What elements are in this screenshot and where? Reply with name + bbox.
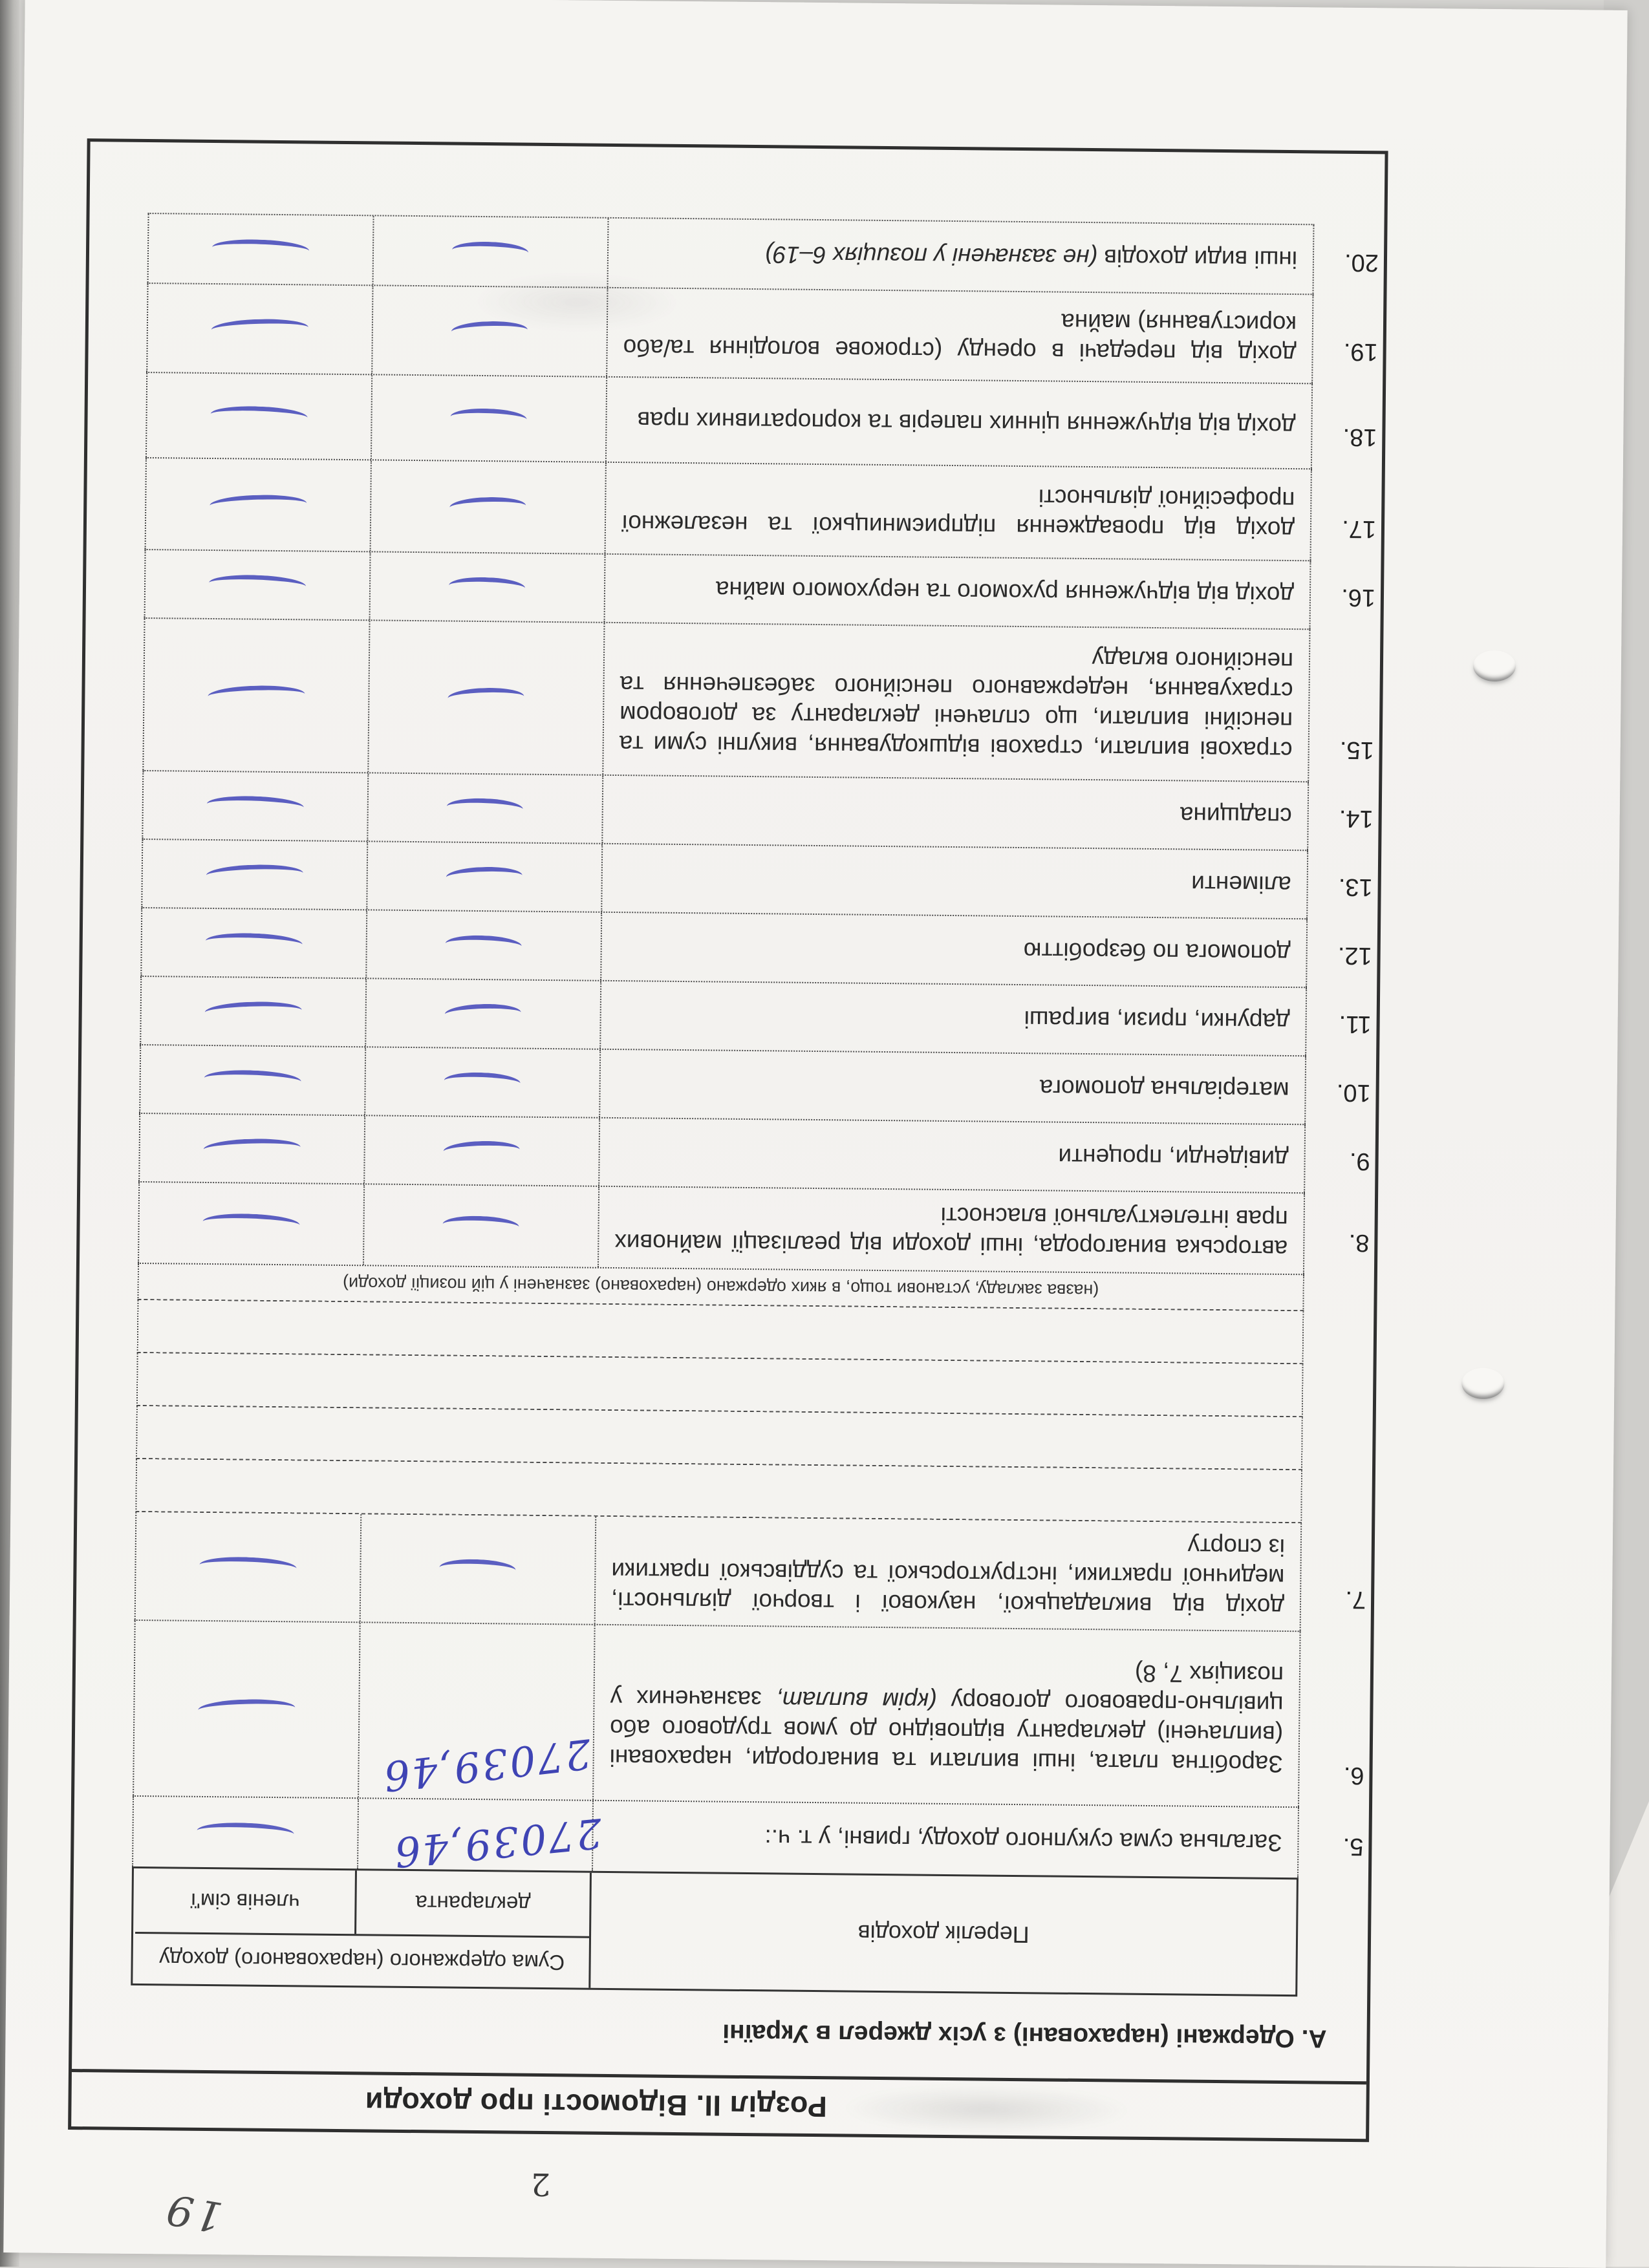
income-label: дохід від провадження підприємницької та незалежної професійної діяльності xyxy=(621,484,1295,544)
row-number: 9. xyxy=(1349,1147,1370,1175)
table-row xyxy=(140,977,1372,1056)
income-description-cell xyxy=(605,378,1313,468)
handwritten-dash xyxy=(451,321,528,341)
handwritten-dash xyxy=(204,1001,302,1022)
handwritten-dash xyxy=(208,685,305,706)
declarant-amount-cell xyxy=(358,1623,594,1799)
punch-hole xyxy=(1473,650,1516,682)
income-label: інші види доходів (не зазначені у позиціях 6–19) xyxy=(764,241,1298,273)
handwritten-dash xyxy=(203,1138,301,1159)
table-header xyxy=(131,1867,1299,1996)
declarant-amount-cell xyxy=(366,842,601,911)
declarant-amount-cell xyxy=(364,1047,599,1117)
table-row xyxy=(144,550,1376,630)
handwritten-dash xyxy=(449,576,526,597)
table-row xyxy=(145,458,1377,561)
row-number: 15. xyxy=(1339,736,1374,764)
income-description-cell xyxy=(600,913,1308,987)
family-amount-cell xyxy=(140,908,366,978)
table-row xyxy=(141,840,1373,919)
family-amount-cell xyxy=(133,1621,360,1797)
income-label: дивіденди, проценти xyxy=(1058,1143,1289,1173)
institution-blank-line xyxy=(137,1300,1304,1364)
family-amount-cell xyxy=(135,1512,361,1621)
handwritten-dash xyxy=(202,1212,300,1235)
income-label: авторська винагорода, інші доходи від реалізації майнових прав інтелектуальної власності xyxy=(614,1202,1288,1263)
income-description-cell xyxy=(592,1625,1301,1806)
income-description-cell xyxy=(599,1050,1306,1124)
income-label: аліменти xyxy=(1191,870,1291,899)
family-amount-cell xyxy=(144,550,370,619)
handwritten-dash xyxy=(444,1071,521,1093)
row-number: 7. xyxy=(1345,1585,1366,1614)
handwritten-dash xyxy=(199,1556,297,1578)
family-amount-cell xyxy=(145,458,371,551)
declarant-amount-cell xyxy=(367,621,603,774)
income-description-cell xyxy=(604,555,1311,628)
income-label: Заробітна плата, інші виплати та винагороди, нараховані (виплачені) декларанту відповідно до умов трудового або цивільно-правового договору (крім виплат, зазначених у позиціях 7, 8) xyxy=(609,1660,1284,1777)
handwritten-dash xyxy=(206,795,304,817)
row-number: 6. xyxy=(1343,1761,1364,1790)
table-row xyxy=(138,1114,1370,1193)
institution-blank-line xyxy=(136,1406,1303,1470)
handwritten-dash xyxy=(443,1215,520,1236)
table-row xyxy=(139,1045,1371,1125)
row-number: 13. xyxy=(1338,873,1373,901)
income-table xyxy=(131,213,1379,1996)
subsection-heading: А. Одержані (нараховані) з усіх джерел в Україні xyxy=(722,2018,1327,2053)
handwritten-dash xyxy=(452,241,529,262)
row-number: 14. xyxy=(1339,804,1374,833)
declarant-amount-cell xyxy=(371,375,606,461)
section-title: Розділ II. Відомості про доходи xyxy=(365,2086,828,2124)
declarant-amount-cell xyxy=(365,910,601,979)
handwritten-dash xyxy=(210,494,307,515)
family-amount-cell xyxy=(146,284,372,374)
handwritten-dash xyxy=(206,864,303,885)
handwritten-dash xyxy=(204,1069,301,1091)
row-number: 16. xyxy=(1341,583,1376,612)
header-sum-group xyxy=(135,1868,590,1988)
document-page xyxy=(3,0,1627,2268)
handwritten-dash xyxy=(445,1003,522,1024)
handwritten-dash xyxy=(211,318,309,339)
handwritten-dash xyxy=(209,573,307,596)
page-number: 2 xyxy=(530,2165,551,2203)
family-amount-cell xyxy=(138,1114,364,1183)
handwritten-dash xyxy=(444,1140,521,1161)
family-amount-cell xyxy=(147,214,373,284)
declarant-amount-cell xyxy=(360,1514,596,1623)
income-label: спадщина xyxy=(1180,802,1292,830)
handwritten-dash xyxy=(210,405,308,427)
family-amount-cell xyxy=(140,977,365,1046)
institution-caption: (назва закладу, установи тощо, в яких одержано (нараховано) зазначені у цій позиції доходи) xyxy=(137,1264,1304,1311)
handwritten-dash xyxy=(446,866,523,887)
family-amount-cell xyxy=(141,840,367,909)
header-family: членів сім'ї xyxy=(190,1888,300,1914)
row-number: 19. xyxy=(1343,337,1378,366)
declarant-amount-cell xyxy=(370,460,605,553)
family-amount-cell xyxy=(146,373,371,459)
declarant-amount-cell xyxy=(372,216,608,286)
declarant-amount-cell xyxy=(363,1184,598,1267)
handwritten-dash xyxy=(205,932,303,954)
row-number: 18. xyxy=(1342,423,1377,451)
handwritten-amount: 27039,46 xyxy=(379,1729,594,1801)
family-amount-cell xyxy=(142,619,369,772)
table-row xyxy=(146,373,1377,469)
declarant-amount-cell xyxy=(365,979,600,1048)
handwritten-dash xyxy=(212,238,310,261)
table-row xyxy=(135,1512,1366,1632)
table-row xyxy=(146,284,1378,384)
income-description-cell xyxy=(605,463,1312,560)
handwritten-dash xyxy=(451,407,528,429)
income-label: Загальна сума сукупного доходу, гривні, у т. ч.: xyxy=(764,1824,1282,1856)
income-label: дохід від відчуження цінних паперів та корпоративних прав xyxy=(637,407,1296,440)
table-row xyxy=(142,771,1374,851)
income-description-cell xyxy=(599,981,1307,1055)
handwritten-sheet-number: 19 xyxy=(160,2183,226,2241)
header-income-list: Перелік доходів xyxy=(588,1873,1297,1995)
income-description-cell xyxy=(606,288,1313,383)
punch-hole xyxy=(1461,1368,1504,1400)
declarant-amount-cell xyxy=(363,1116,599,1185)
income-label: дохід від викладацької, наукової і творчої діяльності, медичної практики, інструкторської та суддівської практики із спорту xyxy=(610,1533,1286,1620)
handwritten-dash xyxy=(448,687,525,708)
income-label: матеріальна допомога xyxy=(1039,1075,1289,1104)
income-description-cell xyxy=(601,844,1308,918)
handwritten-dash xyxy=(449,497,526,517)
handwritten-dash xyxy=(447,797,524,818)
declarant-amount-cell xyxy=(367,773,602,842)
handwritten-dash xyxy=(439,1558,516,1579)
income-description-cell xyxy=(592,1801,1299,1878)
handwritten-amount: 27039,46 xyxy=(391,1809,605,1876)
declarant-amount-cell xyxy=(369,552,605,621)
handwritten-dash xyxy=(198,1698,296,1720)
family-amount-cell xyxy=(138,1182,363,1265)
row-number: 17. xyxy=(1341,515,1377,543)
family-amount-cell xyxy=(139,1045,365,1115)
row-number: 10. xyxy=(1336,1078,1371,1107)
income-description-cell xyxy=(607,219,1315,294)
institution-blank-line xyxy=(136,1353,1304,1417)
header-sum-received: Сума одержаного (нарахованого) доходу xyxy=(135,1932,589,1988)
income-label: страхові виплати, страхові відшкодування, викупні суми та пенсійні виплати, що сплачені декларанту за договором страхування, недержавного пенсійного забезпечення та пенсійного вкладу xyxy=(619,646,1294,764)
handwritten-dash xyxy=(446,934,523,956)
handwritten-dash xyxy=(197,1821,294,1844)
row-number: 11. xyxy=(1339,1010,1372,1038)
income-label: допомога по безробіттю xyxy=(1023,937,1291,967)
section-title-band xyxy=(71,2069,1366,2139)
income-description-cell xyxy=(594,1517,1302,1631)
family-amount-cell xyxy=(142,771,367,840)
header-declarant: декларанта xyxy=(354,1870,590,1936)
page-border-frame xyxy=(68,138,1388,2142)
income-description-cell xyxy=(598,1187,1305,1274)
income-description-cell xyxy=(602,623,1310,781)
row-number: 5. xyxy=(1342,1832,1364,1861)
income-table-body xyxy=(132,213,1379,1878)
income-description-cell xyxy=(598,1118,1306,1192)
header-sum-split xyxy=(135,1868,590,1936)
table-row xyxy=(140,908,1372,988)
table-row xyxy=(142,619,1374,782)
row-number: 12. xyxy=(1337,941,1372,970)
row-number: 20. xyxy=(1344,248,1379,277)
declarant-amount-cell xyxy=(357,1799,605,1876)
table-row xyxy=(133,1621,1364,1808)
income-label: дохід від передачі в оренду (строкове володіння та/або користування) майна xyxy=(623,308,1297,368)
table-row xyxy=(138,1182,1370,1275)
table-row xyxy=(147,213,1379,295)
income-description-cell xyxy=(601,776,1309,850)
row-number: 8. xyxy=(1348,1228,1370,1257)
family-amount-cell xyxy=(132,1797,358,1868)
declarant-amount-cell xyxy=(371,286,607,376)
income-label: дарунки, призи, виграші xyxy=(1024,1006,1290,1036)
income-label: дохід від відчуження рухомого та нерухомого майна xyxy=(715,576,1295,609)
table-row xyxy=(132,1797,1364,1878)
